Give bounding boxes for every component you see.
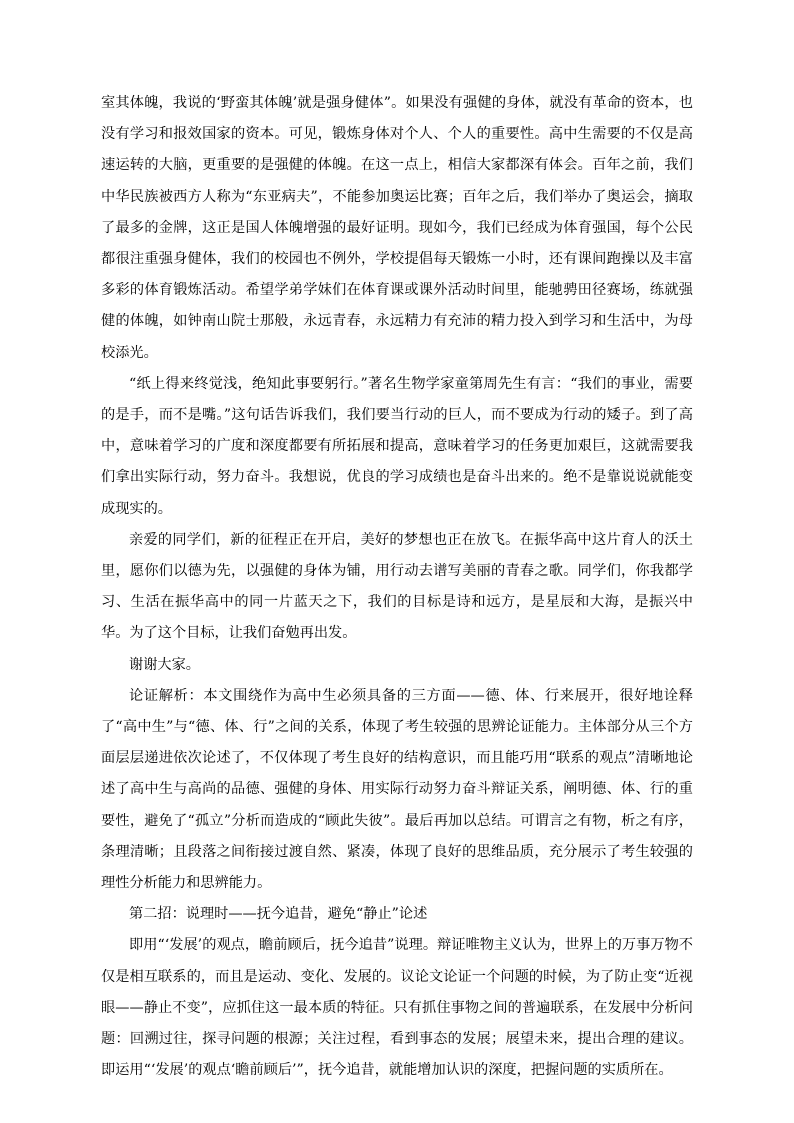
paragraph-closing: 亲爱的同学们，新的征程正在开启，美好的梦想也正在放飞。在振华高中这片育人的沃土里，愿你们以德为先，以强健的身体为铺，用行动去谱写美丽的青春之歌。同学们，你我都学习、生活在振华高中的同一片蓝天之下，我们的目标是诗和远方，是星辰和大海，是振兴中华。为了这个目标，让我们奋勉再出发。 — [101, 531, 693, 642]
paragraph-action: “纸上得来终觉浅，绝知此事要躬行。”著名生物学家童第周先生有言：“我们的事业，需要的是手，而不是嘴。”这句话告诉我们，我们要当行动的巨人，而不要成为行动的矮子。到了高中，意味着学习的广度和深度都要有所拓展和提高，意味着学习的任务更加艰巨，这就需要我们拿出实际行动，努力奋斗。我想说，优良的学习成绩也是奋斗出来的。绝不是靠说说就能变成现实的。 — [101, 375, 693, 517]
section-heading: 第二招：说理时——抚今追昔，避免“静止”论述 — [129, 906, 428, 923]
paragraph-development: 即用“‘发展’的观点，瞻前顾后，抚今追昔”说理。辩证唯物主义认为，世界上的万事万物不仅是相互联系的，而且是运动、变化、发展的。议论文论证一个问题的时候，为了防止变“近视眼——静止不变”，应抓住这一最本质的特征。只有抓住事物之间的普遍联系，在发展中分析问题：回溯过往，探寻问题的根源；关注过程，看到事态的发展；展望未来，提出合理的建议。即运用“‘发展’的观点‘瞻前顾后’”，抚今追昔，就能增加认识的深度，把握问题的实质所在。 — [101, 937, 693, 1079]
paragraph-thanks: 谢谢大家。 — [129, 656, 200, 673]
paragraph-analysis: 论证解析：本文围绕作为高中生必须具备的三方面——德、体、行来展开，很好地诠释了“高中生”与“德、体、行”之间的关系，体现了考生较强的思辨论证能力。主体部分从三个方面层层递进依次论述了，不仅体现了考生良好的结构意识，而且能巧用“联系的观点”清晰地论述了高中生与高尚的品德、强健的身体、用实际行动努力奋斗辩证关系，阐明德、体、行的重要性，避免了“孤立”分析而造成的“顾此失彼”。最后再加以总结。可谓言之有物，析之有序，条理清晰；且段落之间衔接过渡自然、紧凑，体现了良好的思维品质，充分展示了考生较强的理性分析能力和思辨能力。 — [101, 687, 693, 892]
paragraph-physique: 室其体魄，我说的‘野蛮其体魄’就是强身健体”。如果没有强健的身体，就没有革命的资本，也没有学习和报效国家的资本。可见，锻炼身体对个人、个人的重要性。高中生需要的不仅是高速运转的大脑，更重要的是强健的体魄。在这一点上，相信大家都深有体会。百年之前，我们中华民族被西方人称为“东亚病夫”，不能参加奥运比赛；百年之后，我们举办了奥运会，摘取了最多的金牌，这正是国人体魄增强的最好证明。现如今，我们已经成为体育强国，每个公民都很注重强身健体，我们的校园也不例外，学校提倡每天锻炼一小时，还有课间跑操以及丰富多彩的体育锻炼活动。希望学弟学妹们在体育课或课外活动时间里，能驰骋田径赛场，练就强健的体魄，如钟南山院士那般，永远青春，永远精力有充沛的精力投入到学习和生活中，为母校添光。 — [101, 95, 693, 361]
document-body — [101, 88, 693, 1087]
